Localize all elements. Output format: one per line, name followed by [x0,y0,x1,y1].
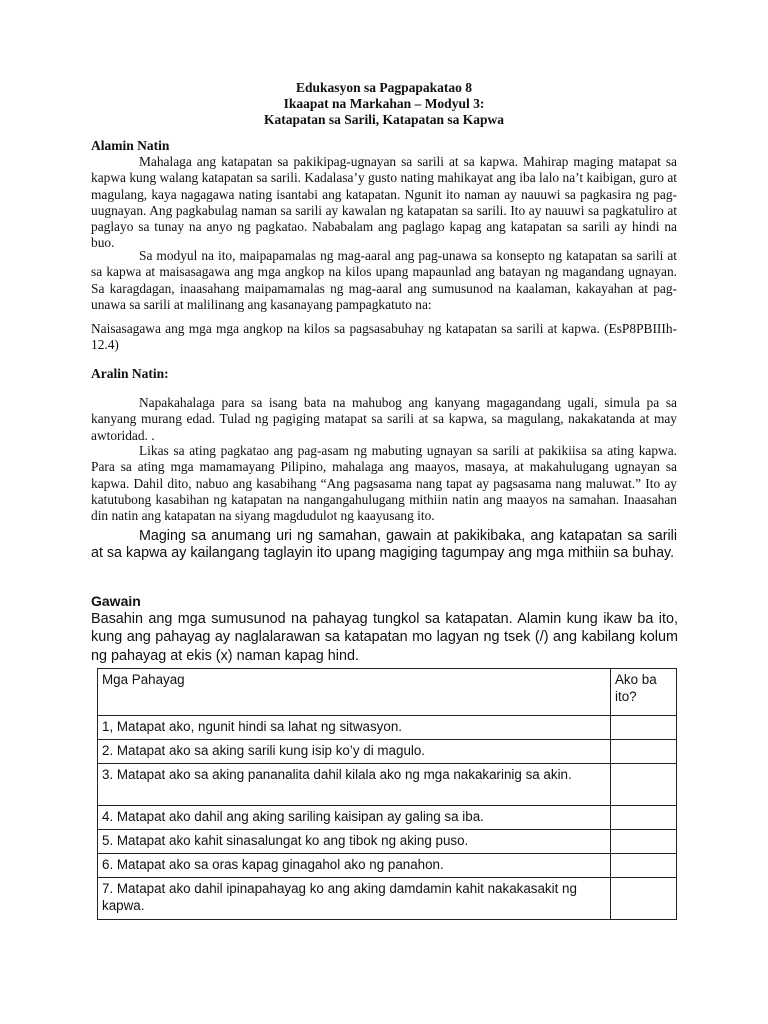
column-header-pahayag: Mga Pahayag [98,669,611,716]
module-subtitle: Ikaapat na Markahan – Modyul 3: [283,96,485,111]
answer-cell[interactable] [611,764,677,806]
table-header-row [98,669,677,716]
alamin-heading: Alamin Natin [91,138,170,153]
module-header [0,80,768,128]
statement-cell: 3. Matapat ako sa aking pananalita dahil kilala ako ng mga nakakarinig sa akin. [98,764,611,806]
column-header-ako-ba-ito: Ako ba ito? [611,669,677,716]
aralin-heading: Aralin Natin: [91,366,169,381]
statement-cell: 4. Matapat ako dahil ang aking sariling kaisipan ay galing sa iba. [98,806,611,830]
alamin-paragraph-3: Naisasagawa ang mga mga angkop na kilos sa pagsasabuhay ng katapatan sa sarili at kapwa. (EsP8PBIIIh-12.4) [91,321,677,353]
module-topic: Katapatan sa Sarili, Katapatan sa Kapwa [263,112,505,127]
gawain-heading: Gawain [91,593,141,609]
table-row [98,716,677,740]
table-row [98,878,677,920]
table-row [98,806,677,830]
subject-title: Edukasyon sa Pagpapakatao 8 [296,80,472,95]
alamin-paragraph-2: Sa modyul na ito, maipapamalas ng mag-aaral ang pag-unawa sa konsepto ng katapatan sa sarili at sa kapwa at maisasagawa ang mga angkop na kilos upang mapaunlad ang batayan ng magandang ugnayan. Sa karagdagan, inaasahang maipamamalas ng mag-aaral ang sumusunod na kaalaman, kakayahan at pag-unawa sa sarili at malilinang ang kasanayang pampagkatuto na: [91,248,677,312]
answer-cell[interactable] [611,806,677,830]
alamin-paragraph-1: Mahalaga ang katapatan sa pakikipag-ugnayan sa sarili at sa kapwa. Mahirap maging matapat sa kapwa kung walang katapatan sa sarili. Kadalasa’y gusto nating mahikayat ang iba lalo na’t kaibigan, guro at magulang, kaya nagagawa nating isantabi ang katapatan. Ngunit ito naman ay nauuwi sa pagkasira ng pag-uugnayan. Ang pagkabulag naman sa sarili ay kawalan ng katapatan sa sarili. Ito ay nauuwi sa pagkatuliro at paglayo sa tunay na anyo ng pagkatao. Nababalam ang paglago kapag ang katapatan sa sarili ay hindi na buo. [91,154,677,251]
statement-cell: 5. Matapat ako kahit sinasalungat ko ang tibok ng aking puso. [98,830,611,854]
gawain-instructions: Basahin ang mga sumusunod na pahayag tungkol sa katapatan. Alamin kung ikaw ba ito, kung ang pahayag ay naglalarawan sa katapatan mo lagyan ng tsek (/) ang kabilang kolum ng pahayag at ekis (x) naman kapag hind. [91,611,678,664]
aralin-paragraph-1: Napakahalaga para sa isang bata na mahubog ang kanyang magagandang ugali, simula pa sa kanyang murang edad. Tulad ng pagiging matapat sa sarili at sa kapwa, sa magulang, nakakatanda at may awtoridad. . [91,395,677,443]
answer-cell[interactable] [611,878,677,920]
answer-cell[interactable] [611,830,677,854]
pahayag-table [97,668,677,920]
statement-cell: 2. Matapat ako sa aking sarili kung isip ko’y di magulo. [98,740,611,764]
table-row [98,764,677,806]
statement-cell: 1, Matapat ako, ngunit hindi sa lahat ng sitwasyon. [98,716,611,740]
aralin-paragraph-3: Maging sa anumang uri ng samahan, gawain at pakikibaka, ang katapatan sa sarili at sa kapwa ay kailangang taglayin ito upang magiging tagumpay ang mga mithiin sa buhay. [91,528,677,561]
statement-cell: 6. Matapat ako sa oras kapag ginagahol ako ng panahon. [98,854,611,878]
answer-cell[interactable] [611,854,677,878]
table-row [98,740,677,764]
statement-cell: 7. Matapat ako dahil ipinapahayag ko ang aking damdamin kahit nakakasakit ng kapwa. [98,878,611,920]
aralin-paragraph-2: Likas sa ating pagkatao ang pag-asam ng mabuting ugnayan sa sarili at pakikiisa sa ating kapwa. Para sa ating mga mamamayang Pilipino, mahalaga ang maayos, masaya, at makahulugang ugnayan sa kapwa. Dahil dito, nabuo ang kasabihang “Ang pagsasama nang tapat ay pagsasama nang maluwat.” Ito ay katutubong kasabihan ng katapatan na nangangahulugang mithiin natin ang maayos na samahan. Inaasahan din natin ang katapatan na siyang magdudulot ng kaayusang ito. [91,443,677,524]
answer-cell[interactable] [611,716,677,740]
table-row [98,830,677,854]
answer-cell[interactable] [611,740,677,764]
table-row [98,854,677,878]
